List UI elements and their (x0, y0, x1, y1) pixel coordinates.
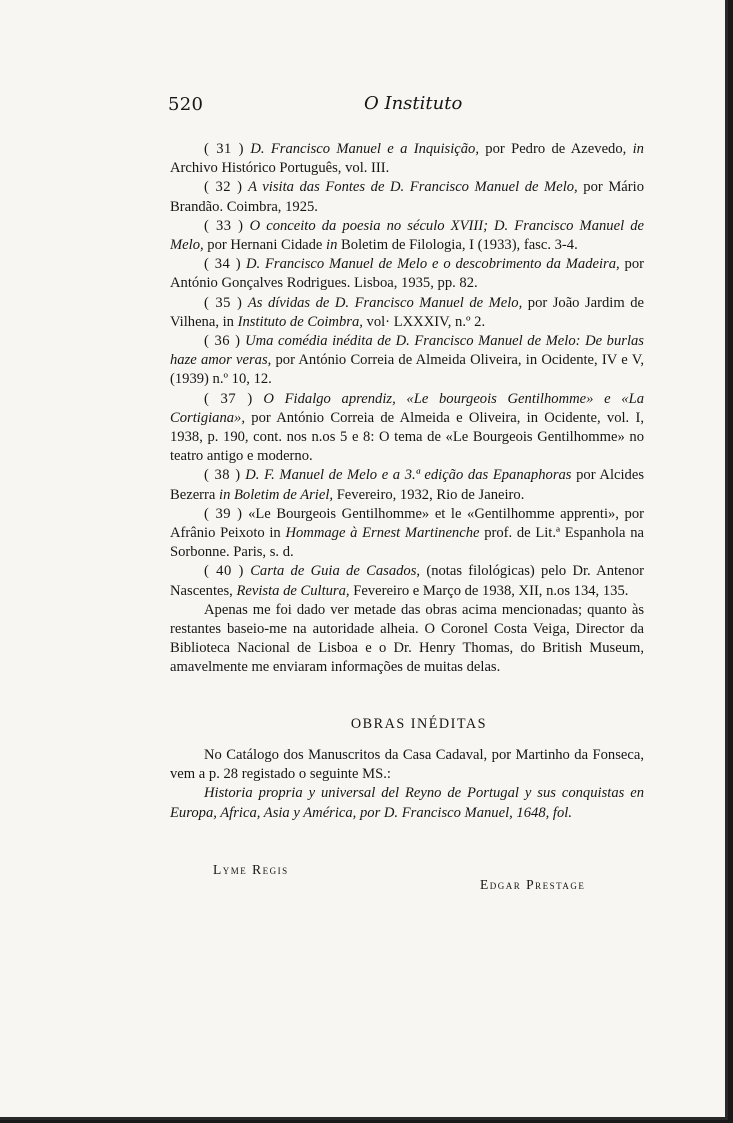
entry-number: ( 38 ) (204, 467, 241, 484)
bibliography-list (170, 140, 644, 601)
entry-text-italic: Revista de Cultura, (236, 582, 350, 599)
entry-title: Uma comédia inédita de D. Francisco Manuel de Melo: De burlas haze amor veras, (170, 333, 644, 369)
entry-text: por João Jardim de Vilhena, in (170, 294, 644, 330)
entry-number: ( 36 ) (204, 333, 241, 350)
entry-text-italic: in Boletim de Ariel, (219, 486, 334, 503)
body-text (170, 140, 644, 823)
entry-title: D. F. Manuel de Melo e a 3.ª edição das Epanaphoras (245, 467, 572, 484)
signature-author: Edgar Prestage (480, 877, 586, 892)
entry-text: por António Correia de Almeida e Oliveira, in Ocidente, vol. I, 1938, p. 190, cont. nos n.os 5 e 8: O tema de «Le Bourgeois Gentilhomme» no teatro antigo e moderno. (170, 409, 644, 465)
entry-number: ( 35 ) (204, 294, 243, 311)
entry-number: ( 40 ) (204, 563, 244, 580)
entry-text-italic: in (632, 141, 644, 157)
entry-text: por Pedro de Azevedo, (478, 141, 633, 157)
entry-number: ( 39 ) (204, 505, 243, 522)
section-paragraph-1: No Catálogo dos Manuscritos da Casa Cadaval, por Martinho da Fonseca, vem a p. 28 registado o seguinte MS.: (170, 746, 644, 783)
bibliography-entry (170, 255, 644, 293)
bibliography-entry (170, 505, 644, 563)
entry-text: prof. de Lit.ª Espanhola na Sorbonne. Paris, s. d. (170, 525, 644, 561)
bibliography-entry (170, 562, 644, 600)
entry-text: Archivo Histórico Português, vol. III. (170, 160, 390, 177)
section-paragraph-2: Historia propria y universal del Reyno de Portugal y sus conquistas en Europa, Africa, Asia y América, por D. Francisco Manuel, 1648, fol. (170, 785, 644, 821)
entry-text: Fevereiro e Março de 1938, XII, n.os 134, 135. (349, 582, 629, 599)
entry-title: Carta de Guia de Casados, (250, 563, 421, 580)
entry-title: D. Francisco Manuel e a Inquisição, (250, 141, 479, 157)
entry-text: por Alcides Bezerra (170, 467, 644, 503)
entry-title: O Fidalgo aprendiz, «Le bourgeois Gentilhomme» e «La Cortigiana», (170, 390, 644, 426)
entry-number: ( 34 ) (204, 256, 242, 273)
bibliography-entry (170, 294, 644, 332)
entry-number: ( 31 ) (204, 141, 244, 157)
entry-text: por António Correia de Almeida Oliveira, in Ocidente, IV e V, (1939) n.º 10, 12. (170, 352, 645, 388)
entry-text-italic: in (326, 237, 338, 254)
entry-text: por Hernani Cidade (203, 237, 327, 254)
bibliography-entry (170, 390, 644, 467)
bibliography-entry (170, 140, 644, 178)
entry-text: «Le Bourgeois Gentilhomme» et le «Gentilhomme apprenti», por Afrânio Peixoto in (170, 505, 644, 542)
closing-paragraph: Apenas me foi dado ver metade das obras acima mencionadas; quanto às restantes baseio-me na autoridade alheia. O Coronel Costa Veiga, Director da Biblioteca Nacional de Lisboa e o Dr. Henry Thomas, do British Museum, amavelmente me enviaram informações de muitas delas. (170, 601, 644, 676)
section-heading: OBRAS INÉDITAS (350, 715, 488, 732)
entry-number: ( 32 ) (204, 179, 243, 196)
bibliography-entry (170, 466, 644, 504)
bibliography-entry (170, 217, 644, 255)
entry-number: ( 37 ) (204, 390, 253, 407)
entry-text: Boletim de Filologia, I (1933), fasc. 3-4. (337, 237, 578, 254)
entry-title: D. Francisco Manuel de Melo e o descobrimento da Madeira, (245, 256, 620, 273)
entry-text: vol· LXXXIV, n.º 2. (362, 313, 486, 330)
entry-text: por António Gonçalves Rodrigues. Lisboa, 1935, pp. 82. (170, 256, 644, 292)
entry-number: ( 33 ) (204, 217, 244, 234)
entry-title: O conceito da poesia no século XVIII; D. Francisco Manuel de Melo, (170, 217, 644, 254)
running-title: O Instituto (364, 93, 463, 114)
entry-text: por Mário Brandão. Coimbra, 1925. (170, 179, 644, 215)
bibliography-entry (170, 178, 644, 216)
entry-text-italic: Instituto de Coimbra, (237, 313, 363, 330)
entry-title: A visita das Fontes de D. Francisco Manuel de Melo, (248, 179, 578, 196)
entry-title: As dívidas de D. Francisco Manuel de Melo, (247, 294, 523, 311)
entry-text: (notas filológicas) pelo Dr. Antenor Nascentes, (170, 563, 644, 599)
entry-text: Fevereiro, 1932, Rio de Janeiro. (333, 486, 525, 503)
page-number: 520 (168, 94, 204, 115)
bibliography-entry (170, 332, 644, 390)
signature-place: Lyme Regis (213, 862, 289, 877)
entry-text-italic: Hommage à Ernest Martinenche (285, 525, 480, 542)
